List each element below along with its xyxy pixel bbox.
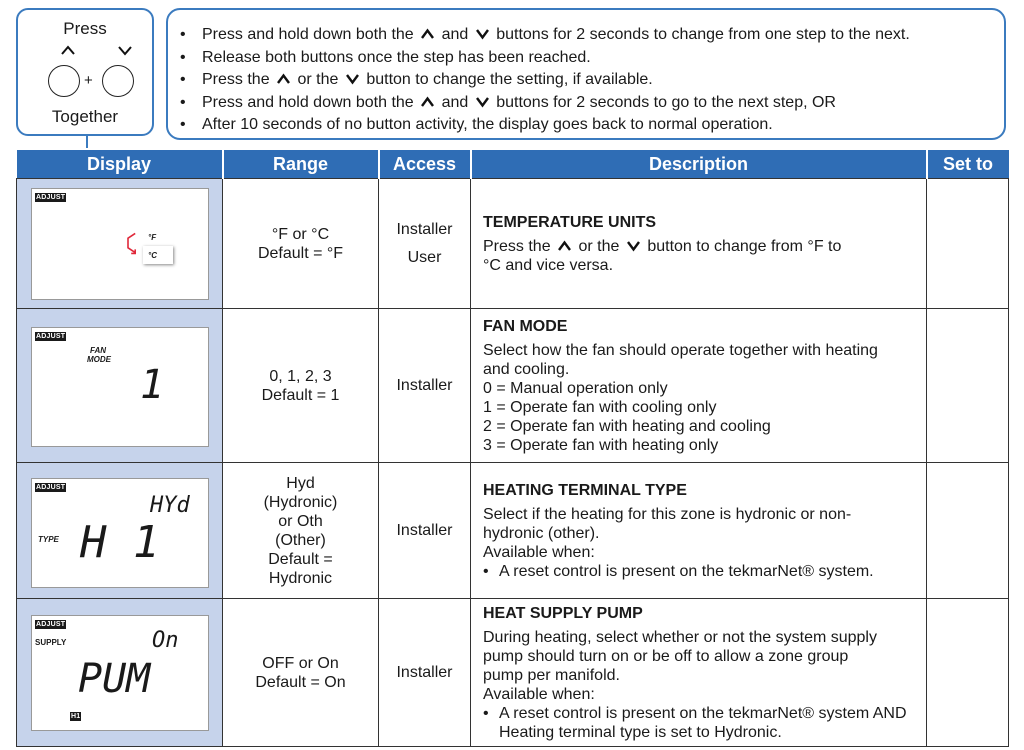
set-to-cell bbox=[927, 309, 1009, 463]
description-line: 1 = Operate fan with cooling only bbox=[483, 398, 717, 416]
range-line: Hydronic bbox=[268, 569, 333, 587]
press-together-box bbox=[16, 8, 154, 136]
description-line: pump should turn on or be off to allow a zone group bbox=[483, 647, 849, 665]
instruction-item: • Press and hold down both the and buttons for 2 seconds to change from one step to the next. bbox=[180, 26, 910, 43]
adjust-badge: ADJUST bbox=[36, 194, 66, 201]
range-line: Default = On bbox=[255, 673, 346, 691]
set-to-cell bbox=[927, 599, 1009, 747]
down-arrow-icon bbox=[115, 43, 135, 57]
description-line: pump per manifold. bbox=[483, 666, 620, 684]
header-range: Range bbox=[223, 150, 379, 179]
description-bullet: • A reset control is present on the tekmarNet® system AND Heating terminal type is set to Hydronic. bbox=[483, 704, 907, 741]
header-description: Description bbox=[471, 150, 927, 179]
settings-table bbox=[16, 150, 1009, 747]
up-button-circle bbox=[48, 65, 80, 97]
type-label: TYPE bbox=[38, 535, 59, 544]
adjust-badge: ADJUST bbox=[36, 621, 66, 628]
description-line: Select if the heating for this zone is hydronic or non- bbox=[483, 505, 852, 523]
description-cell bbox=[471, 179, 927, 309]
swap-arrow-icon bbox=[124, 229, 140, 257]
table-row bbox=[17, 599, 1009, 747]
description-bullet: • A reset control is present on the tekmarNet® system. bbox=[483, 562, 874, 580]
access-cell bbox=[379, 463, 471, 599]
down-chevron-icon bbox=[475, 28, 490, 40]
lcd-screen bbox=[31, 327, 209, 447]
access-line: Installer bbox=[396, 522, 453, 539]
set-to-cell bbox=[927, 463, 1009, 599]
unit-f-label: °F bbox=[148, 233, 157, 242]
range-line: Hyd bbox=[286, 474, 315, 492]
description-line: Available when: bbox=[483, 685, 595, 703]
range-line: or Oth bbox=[278, 512, 323, 530]
access-cell bbox=[379, 599, 471, 747]
terminal-type-value-top: HYd bbox=[150, 493, 190, 518]
header-set-to: Set to bbox=[927, 150, 1009, 179]
up-chevron-icon bbox=[420, 96, 435, 108]
down-chevron-icon bbox=[626, 240, 641, 252]
up-chevron-icon bbox=[276, 73, 291, 85]
table-row bbox=[17, 309, 1009, 463]
display-cell bbox=[17, 309, 223, 463]
table-row bbox=[17, 463, 1009, 599]
description-line: hydronic (other). bbox=[483, 524, 600, 542]
access-cell bbox=[379, 179, 471, 309]
lcd-screen bbox=[31, 478, 209, 588]
press-label: Press bbox=[63, 19, 107, 38]
press-box-connector bbox=[86, 136, 88, 148]
description-line: 2 = Operate fan with heating and cooling bbox=[483, 417, 771, 435]
range-cell bbox=[223, 309, 379, 463]
instruction-item: • Release both buttons once the step has been reached. bbox=[180, 48, 591, 66]
range-cell bbox=[223, 599, 379, 747]
row-title: HEATING TERMINAL TYPE bbox=[483, 481, 687, 499]
adjust-badge: ADJUST bbox=[36, 333, 66, 340]
row-title: TEMPERATURE UNITS bbox=[483, 213, 657, 231]
description-line: °C and vice versa. bbox=[483, 256, 614, 274]
display-cell bbox=[17, 599, 223, 747]
supply-label: SUPPLY bbox=[35, 638, 67, 647]
lcd-screen bbox=[31, 615, 209, 731]
description-line: 0 = Manual operation only bbox=[483, 379, 668, 397]
description-line: and cooling. bbox=[483, 360, 570, 378]
range-line: Default = 1 bbox=[261, 386, 340, 404]
range-line: OFF or On bbox=[262, 654, 339, 672]
access-line: Installer bbox=[396, 664, 453, 681]
set-to-cell bbox=[927, 179, 1009, 309]
range-line: (Hydronic) bbox=[263, 493, 338, 511]
row-title: HEAT SUPPLY PUMP bbox=[483, 604, 643, 622]
plus-sign: + bbox=[84, 72, 93, 89]
range-cell bbox=[223, 179, 379, 309]
down-button-circle bbox=[102, 65, 134, 97]
range-line: (Other) bbox=[275, 531, 326, 549]
terminal-type-value: H 1 bbox=[80, 517, 160, 568]
description-cell bbox=[471, 463, 927, 599]
instructions-box bbox=[166, 8, 1006, 140]
range-line: °F or °C bbox=[271, 225, 330, 243]
description-line: 3 = Operate fan with heating only bbox=[483, 436, 719, 454]
instructions-list bbox=[168, 10, 1004, 137]
down-chevron-icon bbox=[345, 73, 360, 85]
table-row bbox=[17, 179, 1009, 309]
access-line: Installer bbox=[396, 220, 453, 238]
range-line: Default = bbox=[268, 550, 333, 568]
description-line: During heating, select whether or not the system supply bbox=[483, 628, 877, 646]
together-label: Together bbox=[51, 107, 119, 126]
up-chevron-icon bbox=[420, 28, 435, 40]
up-arrow-icon bbox=[58, 43, 78, 57]
supply-pump-value: PUM bbox=[78, 656, 151, 702]
range-line: 0, 1, 2, 3 bbox=[269, 367, 332, 385]
fan-label: FAN bbox=[90, 346, 106, 355]
range-cell bbox=[223, 463, 379, 599]
table-header-row bbox=[17, 150, 1009, 179]
header-access: Access bbox=[379, 150, 471, 179]
header-display: Display bbox=[17, 150, 223, 179]
instruction-item: • Press and hold down both the and buttons for 2 seconds to go to the next step, OR bbox=[180, 93, 836, 111]
lcd-screen bbox=[31, 188, 209, 300]
fan-mode-value: 1 bbox=[140, 362, 165, 408]
instruction-item: • Press the or the button to change the setting, if available. bbox=[180, 71, 653, 89]
instruction-item: • After 10 seconds of no button activity, the display goes back to normal operation. bbox=[180, 116, 773, 134]
range-line: Default = °F bbox=[257, 244, 344, 262]
display-cell bbox=[17, 463, 223, 599]
access-line: User bbox=[407, 248, 442, 266]
adjust-badge: ADJUST bbox=[36, 484, 66, 491]
supply-pump-value-top: On bbox=[152, 628, 179, 653]
mode-label: MODE bbox=[87, 355, 111, 364]
up-chevron-icon bbox=[557, 240, 572, 252]
description-cell bbox=[471, 599, 927, 747]
description-cell bbox=[471, 309, 927, 463]
down-chevron-icon bbox=[475, 96, 490, 108]
unit-c-label: °C bbox=[148, 251, 157, 260]
access-cell bbox=[379, 309, 471, 463]
description-line: Press the or the button to change from °F to bbox=[483, 237, 842, 255]
description-line: Available when: bbox=[483, 543, 595, 561]
description-line: Select how the fan should operate together with heating bbox=[483, 341, 878, 359]
row-title: FAN MODE bbox=[483, 317, 568, 335]
display-cell bbox=[17, 179, 223, 309]
h1-badge: H1 bbox=[71, 713, 81, 720]
access-line: Installer bbox=[396, 377, 453, 394]
